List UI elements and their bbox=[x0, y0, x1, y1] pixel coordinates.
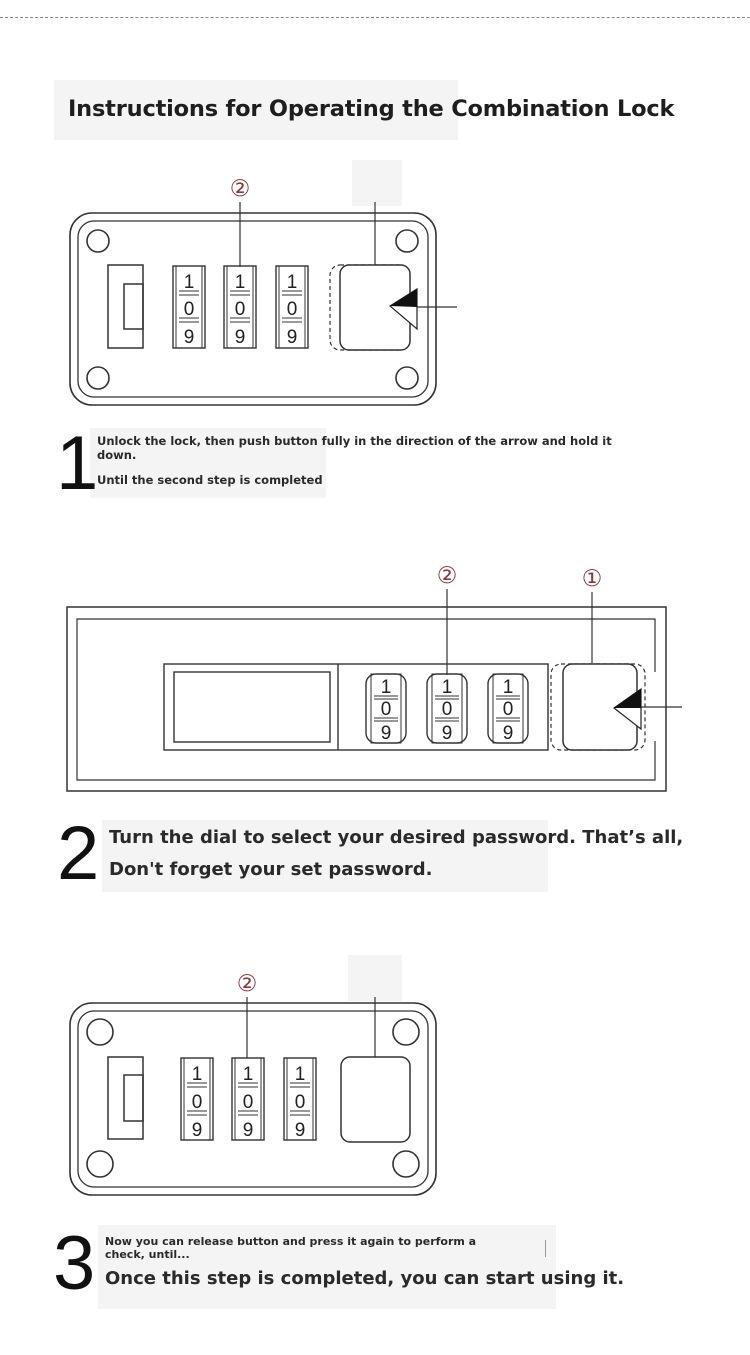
dial-wheel[interactable] bbox=[284, 1058, 316, 1141]
svg-text:1: 1 bbox=[191, 1064, 203, 1085]
page-title: Instructions for Operating the Combination Lock bbox=[68, 96, 675, 122]
svg-text:9: 9 bbox=[441, 723, 453, 744]
text-cursor-mark bbox=[545, 1240, 546, 1257]
step-3-line-1: Now you can release button and press it again to perform a check, until... bbox=[105, 1235, 477, 1261]
svg-text:0: 0 bbox=[234, 299, 246, 320]
dial-wheel[interactable] bbox=[181, 1058, 213, 1141]
svg-text:9: 9 bbox=[286, 327, 298, 348]
screw-icon bbox=[393, 1019, 419, 1045]
svg-text:1: 1 bbox=[183, 272, 195, 293]
step-2-line-1: Turn the dial to select your desired password. That’s all, bbox=[109, 827, 684, 848]
svg-text:0: 0 bbox=[502, 699, 514, 720]
screw-icon bbox=[87, 1019, 113, 1045]
svg-text:0: 0 bbox=[380, 699, 392, 720]
screw-icon bbox=[87, 1151, 113, 1177]
dial-callout-marker: ② bbox=[229, 176, 251, 202]
dial-callout-marker: ② bbox=[436, 563, 458, 589]
svg-text:1: 1 bbox=[380, 677, 392, 698]
svg-text:1: 1 bbox=[502, 677, 514, 698]
step-2-line-2: Don't forget your set password. bbox=[109, 859, 433, 880]
svg-text:0: 0 bbox=[191, 1092, 203, 1113]
svg-text:1: 1 bbox=[441, 677, 453, 698]
step-3-number: 3 bbox=[53, 1221, 96, 1306]
svg-text:1: 1 bbox=[242, 1064, 254, 1085]
button-callout-marker: ① bbox=[581, 566, 603, 592]
svg-text:9: 9 bbox=[191, 1120, 203, 1141]
svg-text:1: 1 bbox=[234, 272, 246, 293]
svg-text:1: 1 bbox=[294, 1064, 306, 1085]
svg-text:9: 9 bbox=[242, 1120, 254, 1141]
step-1-line-1: Unlock the lock, then push button fully in the direction of the arrow and hold it down. bbox=[97, 434, 612, 462]
svg-text:0: 0 bbox=[183, 299, 195, 320]
svg-text:1: 1 bbox=[286, 272, 298, 293]
svg-text:9: 9 bbox=[294, 1120, 306, 1141]
dial-callout-marker: ② bbox=[236, 971, 258, 997]
screw-icon bbox=[393, 1151, 419, 1177]
keyhole-slot bbox=[108, 1057, 143, 1139]
step-1-number: 1 bbox=[56, 421, 99, 506]
svg-text:0: 0 bbox=[441, 699, 453, 720]
svg-text:9: 9 bbox=[502, 723, 514, 744]
svg-text:0: 0 bbox=[294, 1092, 306, 1113]
svg-text:0: 0 bbox=[286, 299, 298, 320]
step-3-line-2: Once this step is completed, you can start using it. bbox=[105, 1268, 625, 1289]
push-button[interactable] bbox=[341, 1057, 410, 1142]
step-1-line-2: Until the second step is completed bbox=[97, 473, 323, 487]
svg-text:9: 9 bbox=[183, 327, 195, 348]
svg-text:0: 0 bbox=[242, 1092, 254, 1113]
dial-wheel[interactable] bbox=[232, 1058, 264, 1141]
svg-text:9: 9 bbox=[234, 327, 246, 348]
step-2-number: 2 bbox=[57, 811, 100, 896]
svg-text:9: 9 bbox=[380, 723, 392, 744]
marker-shade bbox=[348, 955, 402, 1001]
